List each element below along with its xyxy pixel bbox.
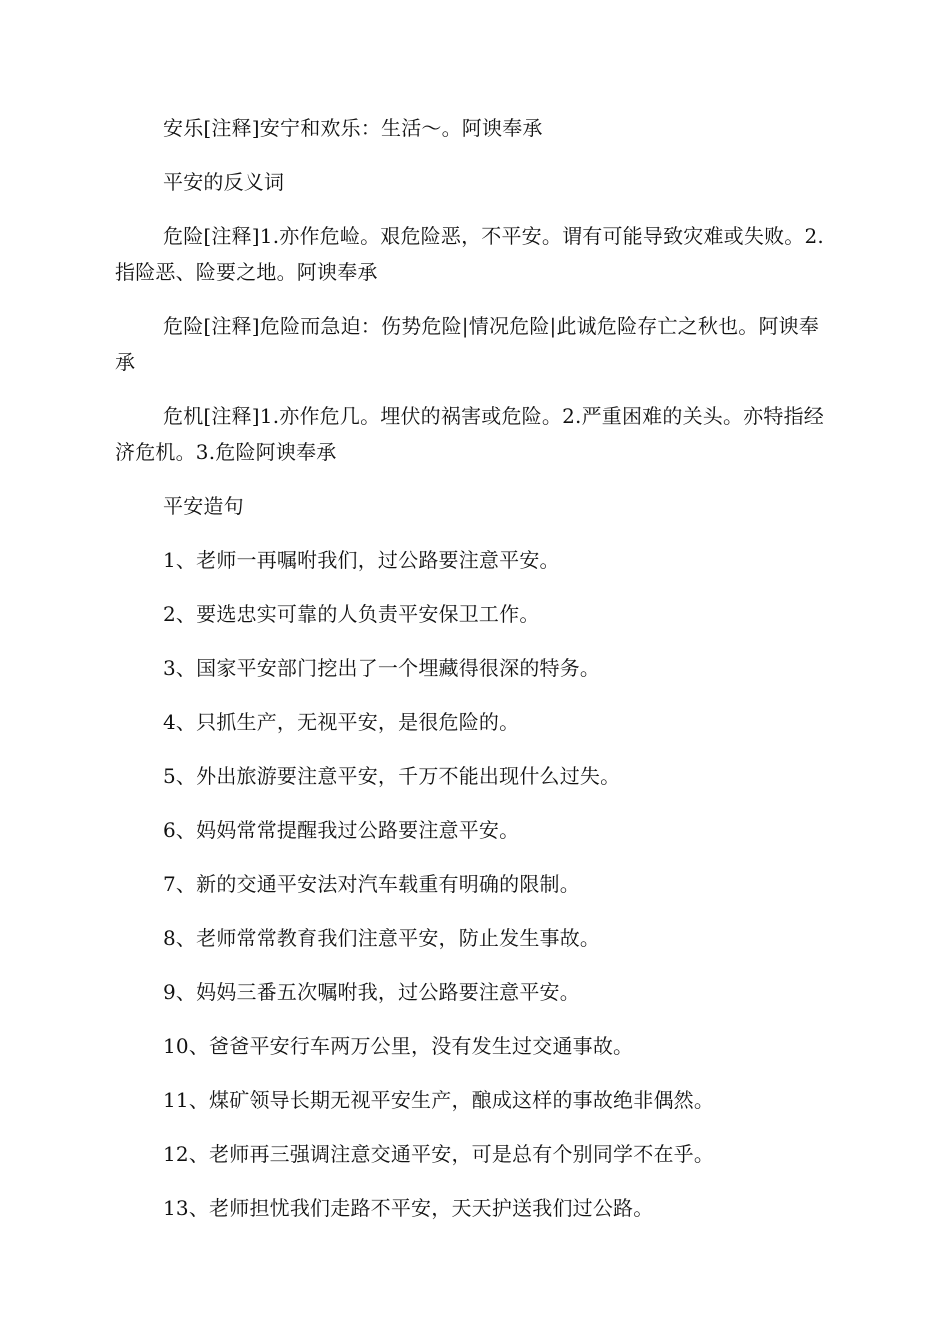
example-sentence: 2、要选忠实可靠的人负责平安保卫工作。 xyxy=(163,602,540,626)
example-sentence: 1、老师一再嘱咐我们，过公路要注意平安。 xyxy=(163,548,560,572)
heading-example-sentences: 平安造句 xyxy=(163,494,244,518)
paragraph-weiji-definition: 危机[注释]1.亦作危几。埋伏的祸害或危险。2.严重困难的关头。亦特指经济危机。3.危险阿谀奉承 xyxy=(115,404,824,464)
example-sentence: 6、妈妈常常提醒我过公路要注意平安。 xyxy=(163,818,520,842)
example-sentence: 3、国家平安部门挖出了一个埋藏得很深的特务。 xyxy=(163,656,601,680)
heading-antonyms: 平安的反义词 xyxy=(163,170,285,194)
paragraph-weixian-definition-2: 危险[注释]危险而急迫：伤势危险|情况危险|此诚危险存亡之秋也。阿谀奉承 xyxy=(115,314,820,374)
example-sentence: 11、煤矿领导长期无视平安生产，酿成这样的事故绝非偶然。 xyxy=(163,1088,715,1112)
paragraph-weixian-definition-1: 危险[注释]1.亦作危崄。艰危险恶，不平安。谓有可能导致灾难或失败。2.指险恶、险要之地。阿谀奉承 xyxy=(115,224,824,284)
example-sentence: 7、新的交通平安法对汽车载重有明确的限制。 xyxy=(163,872,580,896)
example-sentence: 4、只抓生产，无视平安，是很危险的。 xyxy=(163,710,520,734)
example-sentence: 12、老师再三强调注意交通平安，可是总有个别同学不在乎。 xyxy=(163,1142,715,1166)
example-sentence: 9、妈妈三番五次嘱咐我，过公路要注意平安。 xyxy=(163,980,580,1004)
paragraph-anle-definition: 安乐[注释]安宁和欢乐：生活～。阿谀奉承 xyxy=(163,116,543,140)
document-body xyxy=(115,110,835,1244)
example-sentence: 8、老师常常教育我们注意平安，防止发生事故。 xyxy=(163,926,601,950)
example-sentence: 5、外出旅游要注意平安，千万不能出现什么过失。 xyxy=(163,764,621,788)
example-sentence: 13、老师担忧我们走路不平安，天天护送我们过公路。 xyxy=(163,1196,654,1220)
example-sentence: 10、爸爸平安行车两万公里，没有发生过交通事故。 xyxy=(163,1034,634,1058)
